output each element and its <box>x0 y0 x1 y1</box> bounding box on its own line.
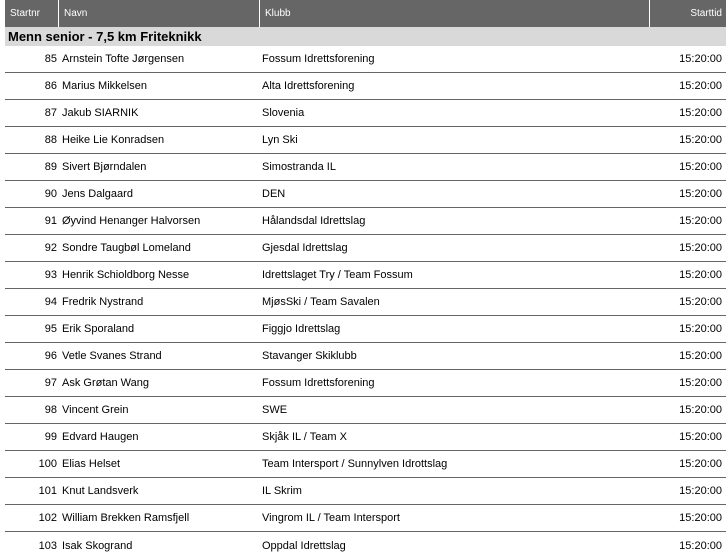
table-row <box>5 235 726 262</box>
cell-starttid: 15:20:00 <box>679 323 722 335</box>
cell-name: Edvard Haugen <box>62 431 139 443</box>
cell-name: Vincent Grein <box>62 404 129 416</box>
table-row <box>5 505 726 532</box>
cell-starttid: 15:20:00 <box>679 512 722 524</box>
cell-name: Jens Dalgaard <box>62 188 133 200</box>
cell-club: Slovenia <box>262 107 305 119</box>
cell-startnr: 86 <box>44 80 57 92</box>
cell-club: Fossum Idrettsforening <box>262 377 375 389</box>
cell-startnr: 87 <box>44 107 57 119</box>
cell-startnr: 96 <box>44 350 57 362</box>
cell-name: Sondre Taugbøl Lomeland <box>62 242 191 254</box>
table-row <box>5 73 726 100</box>
cell-starttid: 15:20:00 <box>679 215 722 227</box>
cell-starttid: 15:20:00 <box>679 53 722 65</box>
cell-starttid: 15:20:00 <box>679 188 722 200</box>
table-row <box>5 370 726 397</box>
cell-name: Henrik Schioldborg Nesse <box>62 269 190 281</box>
cell-name: Heike Lie Konradsen <box>62 134 165 146</box>
cell-name: Jakub SIARNIK <box>62 107 139 119</box>
table-row <box>5 289 726 316</box>
column-header-startnr: Startnr <box>5 0 59 27</box>
table-row <box>5 127 726 154</box>
table-row <box>5 397 726 424</box>
cell-startnr: 91 <box>44 215 57 227</box>
cell-club: Hålandsdal Idrettslag <box>262 215 366 227</box>
cell-startnr: 93 <box>44 269 57 281</box>
cell-club: Vingrom IL / Team Intersport <box>262 512 400 524</box>
table-row <box>5 316 726 343</box>
column-header-navn: Navn <box>59 0 260 27</box>
start-list-table <box>5 0 726 559</box>
table-row <box>5 208 726 235</box>
cell-starttid: 15:20:00 <box>679 107 722 119</box>
cell-club: Alta Idrettsforening <box>262 80 355 92</box>
cell-startnr: 95 <box>44 323 57 335</box>
table-row <box>5 532 726 559</box>
cell-startnr: 100 <box>38 458 57 470</box>
table-row <box>5 262 726 289</box>
table-row <box>5 46 726 73</box>
cell-starttid: 15:20:00 <box>679 350 722 362</box>
cell-name: Elias Helset <box>62 458 121 470</box>
cell-startnr: 90 <box>44 188 57 200</box>
cell-startnr: 98 <box>44 404 57 416</box>
cell-club: Lyn Ski <box>262 134 298 146</box>
cell-name: Ask Grøtan Wang <box>62 377 150 389</box>
cell-club: Figgjo Idrettslag <box>262 323 341 335</box>
cell-club: Gjesdal Idrettslag <box>262 242 348 254</box>
cell-startnr: 99 <box>44 431 57 443</box>
table-row <box>5 181 726 208</box>
cell-club: IL Skrim <box>262 485 302 497</box>
cell-starttid: 15:20:00 <box>679 458 722 470</box>
cell-starttid: 15:20:00 <box>679 80 722 92</box>
cell-starttid: 15:20:00 <box>679 485 722 497</box>
column-header-starttid: Starttid <box>650 0 726 27</box>
table-body <box>5 46 726 559</box>
cell-name: Marius Mikkelsen <box>62 80 147 92</box>
cell-starttid: 15:20:00 <box>679 161 722 173</box>
cell-starttid: 15:20:00 <box>679 377 722 389</box>
cell-club: Oppdal Idrettslag <box>262 539 346 552</box>
cell-starttid: 15:20:00 <box>679 242 722 254</box>
cell-starttid: 15:20:00 <box>679 134 722 146</box>
cell-name: Erik Sporaland <box>62 323 135 335</box>
class-title: Menn senior - 7,5 km Friteknikk <box>5 27 726 46</box>
cell-starttid: 15:20:00 <box>679 431 722 443</box>
cell-name: Arnstein Tofte Jørgensen <box>62 53 185 65</box>
cell-club: Fossum Idrettsforening <box>262 53 375 65</box>
cell-club: DEN <box>262 188 286 200</box>
cell-club: Team Intersport / Sunnylven Idrottslag <box>262 458 448 470</box>
cell-startnr: 101 <box>38 485 57 497</box>
cell-starttid: 15:20:00 <box>679 539 722 552</box>
table-row <box>5 343 726 370</box>
cell-name: Isak Skogrand <box>62 539 133 552</box>
table-row <box>5 100 726 127</box>
cell-name: William Brekken Ramsfjell <box>62 512 190 524</box>
cell-club: Simostranda IL <box>262 161 336 173</box>
table-header <box>5 0 726 27</box>
cell-starttid: 15:20:00 <box>679 404 722 416</box>
table-row <box>5 424 726 451</box>
cell-startnr: 102 <box>38 512 57 524</box>
table-row <box>5 451 726 478</box>
cell-startnr: 103 <box>38 539 57 552</box>
cell-starttid: 15:20:00 <box>679 296 722 308</box>
table-row <box>5 478 726 505</box>
cell-name: Fredrik Nystrand <box>62 296 144 308</box>
cell-startnr: 97 <box>44 377 57 389</box>
cell-name: Øyvind Henanger Halvorsen <box>62 215 201 227</box>
column-header-klubb: Klubb <box>260 0 650 27</box>
cell-club: SWE <box>262 404 288 416</box>
cell-startnr: 92 <box>44 242 57 254</box>
cell-startnr: 94 <box>44 296 57 308</box>
cell-club: MjøsSki / Team Savalen <box>262 296 380 308</box>
cell-club: Skjåk IL / Team X <box>262 431 347 443</box>
cell-name: Vetle Svanes Strand <box>62 350 162 362</box>
cell-club: Idrettslaget Try / Team Fossum <box>262 269 413 281</box>
cell-startnr: 88 <box>44 134 57 146</box>
cell-startnr: 85 <box>44 53 57 65</box>
cell-startnr: 89 <box>44 161 57 173</box>
cell-name: Knut Landsverk <box>62 485 139 497</box>
cell-club: Stavanger Skiklubb <box>262 350 357 362</box>
cell-starttid: 15:20:00 <box>679 269 722 281</box>
cell-name: Sivert Bjørndalen <box>62 161 147 173</box>
table-row <box>5 154 726 181</box>
